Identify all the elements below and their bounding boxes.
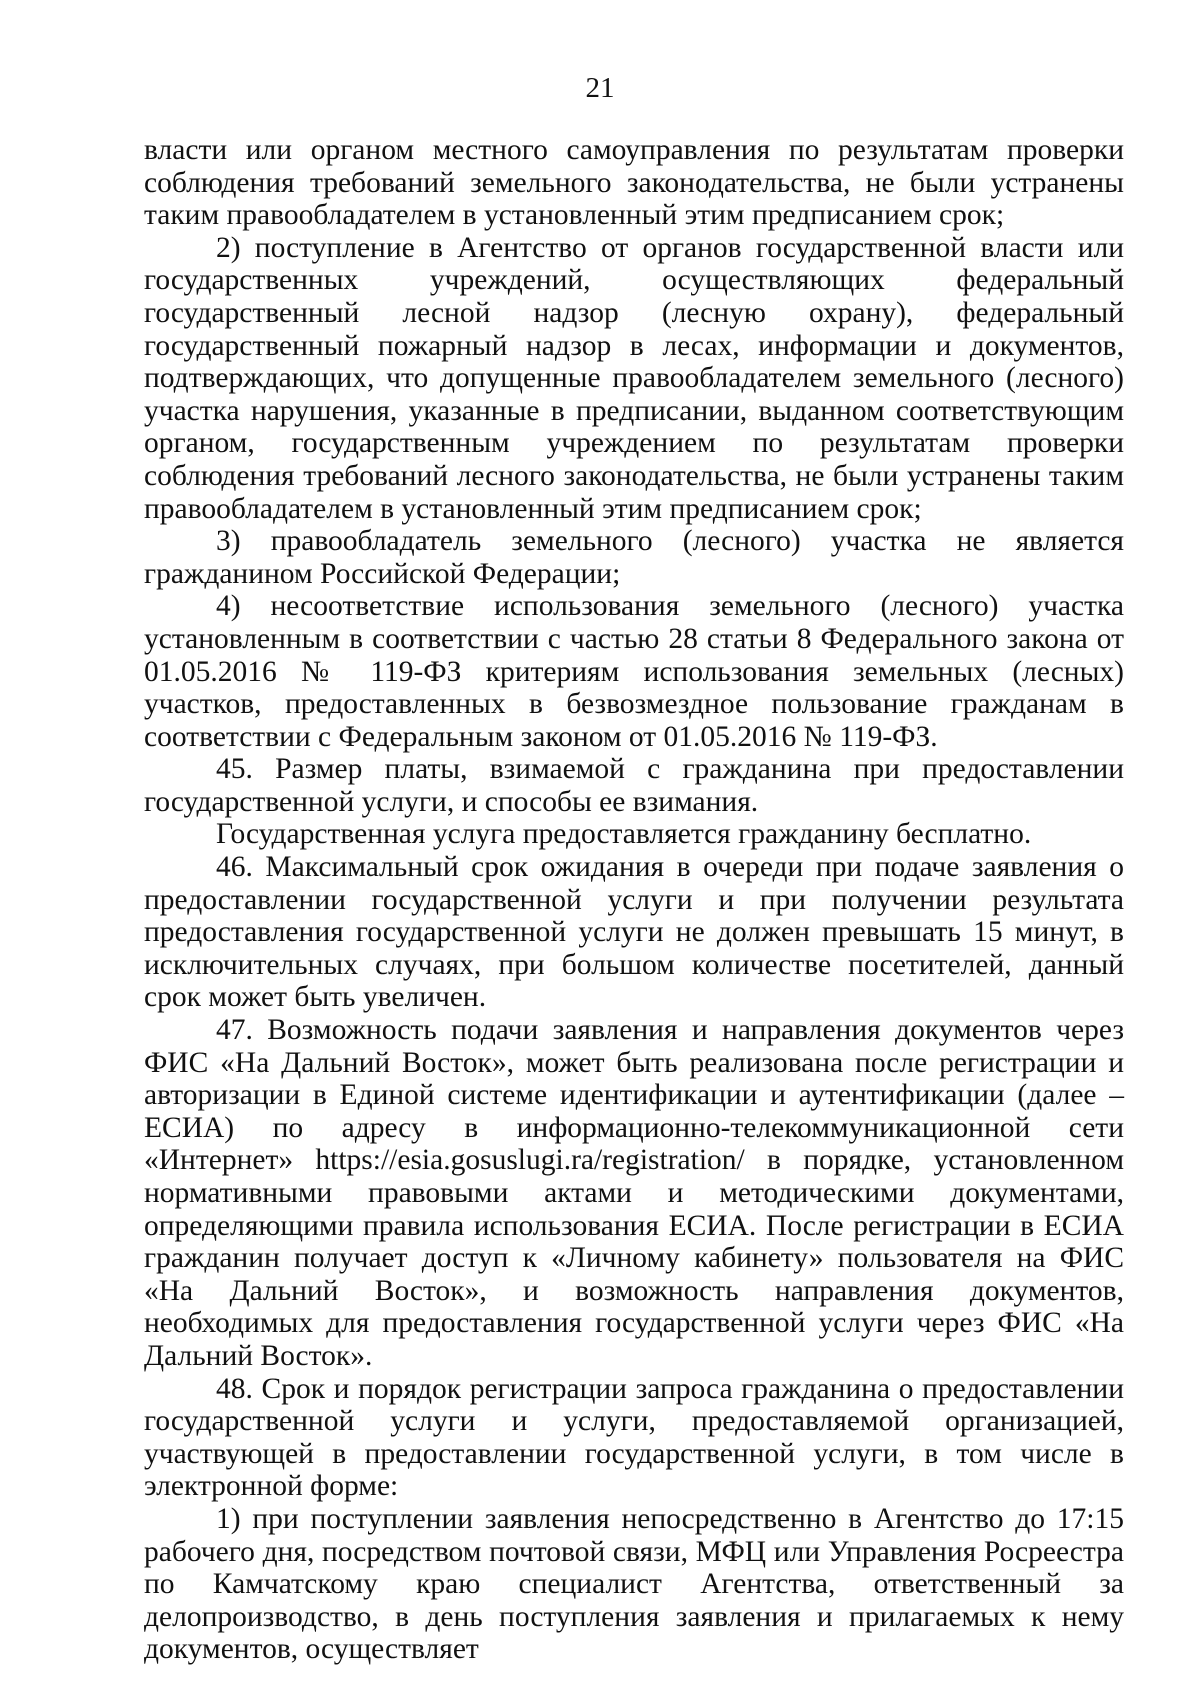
paragraph-section-48: 48. Срок и порядок регистрации запроса гражданина о предоставлении государственной услуги и услуги, предоставляемой организацией, участвующей в предоставлении государственной услуги, в том числе в электронной форме: (144, 1372, 1124, 1503)
paragraph-section-45: 45. Размер платы, взимаемой с гражданина при предоставлении государственной услуги, и способы ее взимания. (144, 753, 1124, 818)
paragraph-continuation: власти или органом местного самоуправления по результатам проверки соблюдения требований земельного законодательства, не были устранены таким правообладателем в установленный этим предписанием срок; (144, 134, 1124, 232)
paragraph-section-46: 46. Максимальный срок ожидания в очереди при подаче заявления о предоставлении государственной услуги и при получении результата предоставления государственной услуги не должен превышать 15 минут, в исключительных случаях, при большом количестве посетителей, данный срок может быть увеличен. (144, 851, 1124, 1014)
paragraph-section-47: 47. Возможность подачи заявления и направления документов через ФИС «На Дальний Восток», может быть реализована после регистрации и авторизации в Единой системе идентификации и аутентификации (далее – ЕСИА) по адресу в информационно-телекоммуникационной сети «Интернет» https://esia.gosuslugi.ra/registration/ в порядке, установленном нормативными правовыми актами и методическими документами, определяющими правила использования ЕСИА. После регистрации в ЕСИА гражданин получает доступ к «Личному кабинету» пользователя на ФИС «На Дальний Восток», и возможность направления документов, необходимых для предоставления государственной услуги через ФИС «На Дальний Восток». (144, 1014, 1124, 1372)
document-body (144, 134, 1124, 1666)
paragraph-section-48-item-1: 1) при поступлении заявления непосредственно в Агентство до 17:15 рабочего дня, посредством почтовой связи, МФЦ или Управления Росреестра по Камчатскому краю специалист Агентства, ответственный за делопроизводство, в день поступления заявления и прилагаемых к нему документов, осуществляет (144, 1502, 1124, 1666)
paragraph-item-3: 3) правообладатель земельного (лесного) участка не является гражданином Российской Федерации; (144, 525, 1124, 590)
paragraph-item-2: 2) поступление в Агентство от органов государственной власти или государственных учреждений, осуществляющих федеральный государственный лесной надзор (лесную охрану), федеральный государственный пожарный надзор в лесах, информации и документов, подтверждающих, что допущенные правообладателем земельного (лесного) участка нарушения, указанные в предписании, выданном соответствующим органом, государственным учреждением по результатам проверки соблюдения требований лесного законодательства, не были устранены таким правообладателем в установленный этим предписанием срок; (144, 231, 1124, 525)
paragraph-item-4: 4) несоответствие использования земельного (лесного) участка установленным в соответствии с частью 28 статьи 8 Федерального закона от 01.05.2016 № 119-ФЗ критериям использования земельных (лесных) участков, предоставленных в безвозмездное пользование гражданам в соответствии с Федеральным законом от 01.05.2016 № 119-ФЗ. (144, 590, 1124, 753)
page-number: 21 (585, 72, 615, 104)
paragraph-free-service: Государственная услуга предоставляется гражданину бесплатно. (216, 818, 1032, 851)
